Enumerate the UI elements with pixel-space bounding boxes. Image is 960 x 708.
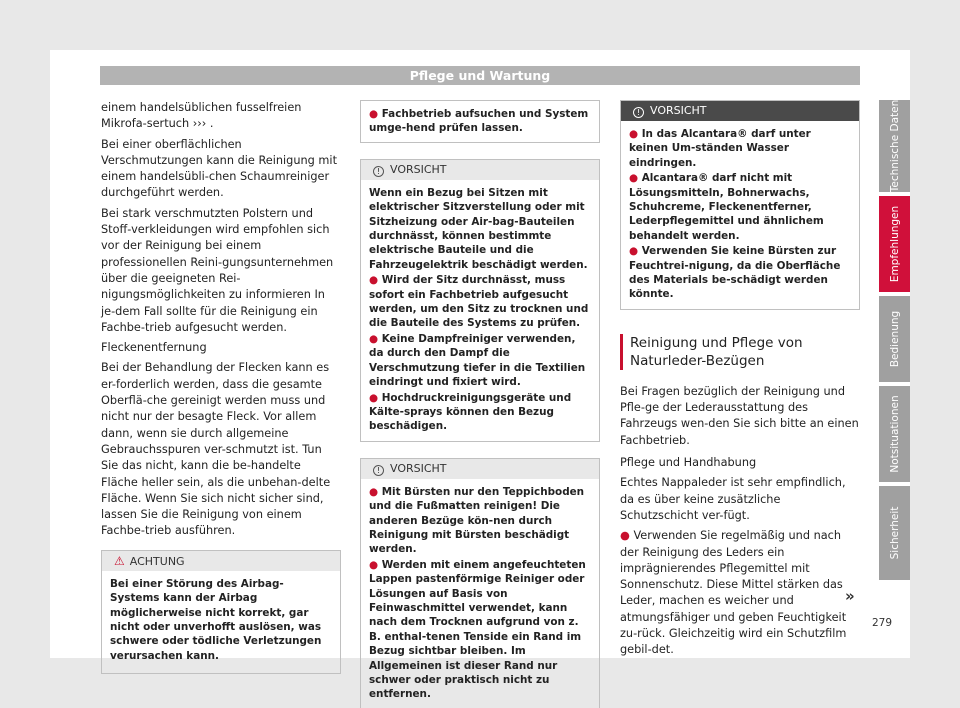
caution-intro: Wenn ein Bezug bei Sitzen mit elektrischer Sitzverstellung oder mit Sitzheizung oder Air-bag-Bauteilen durchnässt, können bestimmte elektrische Bauteile und die Fahrzeugelektrik beschädigt werden.	[369, 186, 588, 271]
warning-text: Bei einer Störung des Airbag-Systems kann der Airbag möglicherweise nicht korrekt, gar nicht oder unverhofft auslösen, was schwere oder tödliche Verletzungen verursachen kann.	[110, 577, 322, 662]
bullet-icon: ●	[629, 245, 642, 258]
bullet-icon: ●	[369, 108, 382, 120]
warning-triangle-icon: ⚠	[114, 553, 125, 568]
continued-warning-box	[360, 100, 600, 143]
tab-bedienung[interactable]: Bedienung	[879, 296, 910, 382]
page-header: Pflege und Wartung	[100, 66, 860, 85]
caution-box	[360, 458, 600, 708]
side-tabs	[879, 100, 910, 584]
bullet-icon: ●	[369, 391, 382, 404]
warning-header: ⚠ ACHTUNG	[102, 551, 340, 571]
list-item: ● Keine Dampfreiniger verwenden, da durch den Dampf die Verschmutzung tiefer in die Textilien eindringt und fixiert wird.	[369, 332, 586, 389]
caution-box	[620, 100, 860, 310]
subheading: Pflege und Handhabung	[620, 456, 757, 470]
list-item: ● Werden mit einem angefeuchteten Lappen pastenförmige Reiniger oder Lösungen auf Basis von Feinwaschmittel verwendet, kann nach dem Trocknen aufgrund von z. B. enthal-tenen Tenside ein Rand im Bezug sichtbar bleiben. Im Allgemeinen ist dieser Rand nur schwer oder praktisch nicht zu entfernen.	[369, 558, 586, 701]
caution-header: ! VORSICHT	[361, 160, 599, 180]
bullet-icon: ●	[369, 485, 382, 498]
list-item: ● Verwenden Sie keine Bürsten zur Feuchtrei-nigung, da die Oberfläche des Materials be-schädigt werden könnte.	[629, 245, 841, 301]
list-item: ● Wird der Sitz durchnässt, muss sofort ein Fachbetrieb aufgesucht werden, um den Sitz zu trocknen und die Bauteile des Systems zu prüfen.	[369, 274, 589, 330]
section-title: Reinigung und Pflege von Naturleder-Bezügen	[620, 334, 860, 370]
list-item: ● In das Alcantara® darf unter keinen Um-ständen Wasser eindringen.	[629, 128, 811, 169]
list-item: ● Hochdruckreinigungsgeräte und Kälte-sprays können den Bezug beschädigen.	[369, 391, 572, 433]
page-number: 279	[872, 617, 893, 629]
tab-technische-daten[interactable]: Technische Daten	[879, 100, 910, 192]
paragraph: einem handelsüblichen fusselfreien Mikrofa-sertuch ››› .	[101, 101, 302, 131]
bullet-icon: ●	[369, 558, 382, 571]
info-circle-icon: !	[633, 107, 644, 118]
bullet-icon: ●	[629, 172, 642, 185]
bullet-icon: ●	[629, 128, 642, 140]
list-item: ● Mit Bürsten nur den Teppichboden und die Fußmatten reinigen! Die anderen Bezüge kön-nen durch Reinigung mit Bürsten beschädigt werden.	[369, 485, 585, 556]
info-circle-icon: !	[373, 166, 384, 177]
tab-notsituationen[interactable]: Notsituationen	[879, 386, 910, 482]
column-left	[101, 100, 341, 674]
paragraph: Bei der Behandlung der Flecken kann es er-forderlich werden, dass die gesamte Oberflä-che gereinigt werden muss und nicht nur der besagte Fleck. Vor allem dann, wenn sie durch allgemeine Gebrauchsspuren ver-schmutzt ist. Tun Sie das nicht, kann die be-handelte Fläche heller sein, als die unbehan-delte Fläche. Wenn Sie sich nicht sicher sind, lassen Sie die Reinigung von einem Fachbe-trieb ausführen.	[101, 361, 331, 538]
list-item: Fachbetrieb aufsuchen und System umge-hend prüfen lassen.	[369, 108, 589, 135]
column-right	[620, 100, 860, 663]
list-item: ● Alcantara® darf nicht mit Lösungsmitteln, Bohnerwachs, Schuhcreme, Fleckenentferner, Lederpflegemittel und ähnlichem behandelt werden.	[629, 172, 824, 242]
column-middle	[360, 100, 600, 708]
paragraph: Bei stark verschmutzten Polstern und Stoff-verkleidungen wird empfohlen sich vor der Reinigung bei einem professionellen Reini-gungsunternehmen über die geeigneten Rei-nigungsmöglichkeiten zu informieren In je-dem Fall sollte für die Reinigung ein Fachbe-trieb aufgesucht werden.	[101, 206, 334, 334]
list-item: ● Verwenden Sie regelmäßig und nach der Reinigung des Leders ein imprägnierendes Pflegemittel mit Sonnenschutz. Diese Mittel stärken das Leder, machen es weicher und atmungsfähiger und geben Feuchtigkeit zu-rück. Gleichzeitig wird ein Schutzfilm gebil-det.	[620, 529, 847, 657]
bullet-icon: ●	[369, 332, 382, 345]
paragraph: Bei Fragen bezüglich der Reinigung und Pfle-ge der Lederausstattung des Fahrzeugs wen-den Sie sich bitte an einen Fachbetrieb.	[620, 384, 859, 447]
caution-box	[360, 159, 600, 442]
info-circle-icon: !	[373, 465, 384, 476]
continue-arrow-icon: »	[845, 587, 855, 605]
tab-empfehlungen[interactable]: Empfehlungen	[879, 196, 910, 292]
caution-header: ! VORSICHT	[621, 101, 859, 121]
tab-sicherheit[interactable]: Sicherheit	[879, 486, 910, 580]
paragraph: Bei einer oberflächlichen Verschmutzungen kann die Reinigung mit einem handelsübli-chen Schaumreiniger durchgeführt werden.	[101, 137, 337, 200]
warning-box	[101, 550, 341, 674]
bullet-icon: ●	[620, 529, 634, 543]
bullet-icon: ●	[369, 274, 382, 287]
subheading: Fleckenentfernung	[101, 341, 207, 355]
caution-header: ! VORSICHT	[361, 459, 599, 479]
paragraph: Echtes Nappaleder ist sehr empfindlich, da es über keine zusätzliche Schutzschicht ver-fügt.	[620, 476, 846, 522]
